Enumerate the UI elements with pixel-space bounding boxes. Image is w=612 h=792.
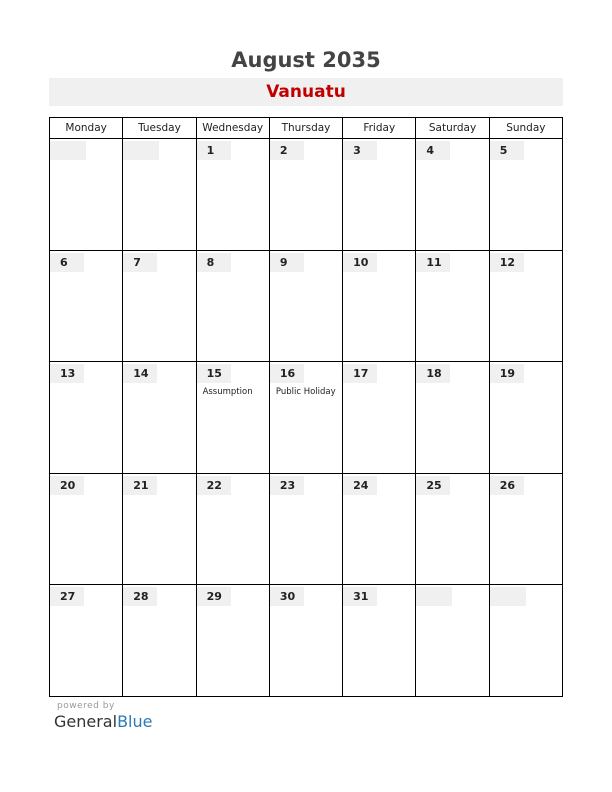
empty-day-marker bbox=[123, 141, 159, 160]
day-number: 28 bbox=[123, 587, 157, 606]
day-number: 18 bbox=[416, 364, 450, 383]
calendar-day-cell bbox=[123, 362, 196, 474]
calendar-day-cell bbox=[269, 250, 342, 362]
calendar-day-cell bbox=[343, 362, 416, 474]
day-number: 1 bbox=[197, 141, 231, 160]
calendar-week-row bbox=[50, 362, 563, 474]
day-number: 15 bbox=[197, 364, 231, 383]
calendar-day-cell bbox=[123, 473, 196, 585]
day-number: 26 bbox=[490, 476, 524, 495]
day-number: 11 bbox=[416, 253, 450, 272]
calendar-day-cell bbox=[196, 473, 269, 585]
calendar-day-cell bbox=[50, 473, 123, 585]
day-number: 29 bbox=[197, 587, 231, 606]
country-banner: Vanuatu bbox=[49, 78, 563, 106]
calendar-day-cell bbox=[343, 473, 416, 585]
weekday-header: Friday bbox=[343, 118, 416, 139]
empty-day-marker bbox=[50, 141, 86, 160]
calendar-day-cell bbox=[489, 139, 562, 251]
weekday-header: Sunday bbox=[489, 118, 562, 139]
calendar-day-cell bbox=[489, 473, 562, 585]
powered-by-text: powered by bbox=[57, 701, 115, 711]
day-number: 31 bbox=[343, 587, 377, 606]
weekday-header: Wednesday bbox=[196, 118, 269, 139]
calendar-day-cell bbox=[489, 585, 562, 697]
calendar-day-cell bbox=[123, 139, 196, 251]
calendar-day-cell bbox=[489, 250, 562, 362]
calendar-grid bbox=[49, 117, 563, 697]
day-number: 14 bbox=[123, 364, 157, 383]
month-title: August 2035 bbox=[231, 48, 381, 72]
calendar-day-cell bbox=[50, 139, 123, 251]
calendar-body bbox=[50, 139, 563, 697]
calendar-day-cell bbox=[196, 250, 269, 362]
day-number: 6 bbox=[50, 253, 84, 272]
weekday-header: Tuesday bbox=[123, 118, 196, 139]
calendar-week-row bbox=[50, 473, 563, 585]
weekday-header: Monday bbox=[50, 118, 123, 139]
calendar-day-cell bbox=[269, 139, 342, 251]
calendar-week-row bbox=[50, 585, 563, 697]
holiday-label: Public Holiday bbox=[275, 387, 336, 398]
day-number: 19 bbox=[490, 364, 524, 383]
calendar-day-cell bbox=[269, 585, 342, 697]
day-number: 16 bbox=[270, 364, 304, 383]
calendar-day-cell bbox=[269, 362, 342, 474]
calendar-day-cell bbox=[343, 250, 416, 362]
calendar-day-cell bbox=[123, 250, 196, 362]
calendar-day-cell bbox=[50, 362, 123, 474]
calendar-day-cell bbox=[196, 362, 269, 474]
day-number: 5 bbox=[490, 141, 524, 160]
calendar-week-row bbox=[50, 250, 563, 362]
calendar-day-cell bbox=[196, 585, 269, 697]
calendar-day-cell bbox=[489, 362, 562, 474]
calendar-day-cell bbox=[343, 139, 416, 251]
calendar-day-cell bbox=[123, 585, 196, 697]
day-number: 22 bbox=[197, 476, 231, 495]
weekday-header: Thursday bbox=[269, 118, 342, 139]
calendar-day-cell bbox=[269, 473, 342, 585]
day-number: 12 bbox=[490, 253, 524, 272]
calendar-day-cell bbox=[416, 473, 489, 585]
brand-logo bbox=[54, 712, 152, 731]
day-number: 25 bbox=[416, 476, 450, 495]
calendar-day-cell bbox=[416, 362, 489, 474]
calendar-day-cell bbox=[196, 139, 269, 251]
day-number: 24 bbox=[343, 476, 377, 495]
day-number: 8 bbox=[197, 253, 231, 272]
day-number: 21 bbox=[123, 476, 157, 495]
calendar-day-cell bbox=[50, 585, 123, 697]
day-number: 23 bbox=[270, 476, 304, 495]
day-number: 10 bbox=[343, 253, 377, 272]
holiday-label: Assumption bbox=[202, 387, 253, 398]
day-number: 20 bbox=[50, 476, 84, 495]
day-number: 30 bbox=[270, 587, 304, 606]
day-number: 13 bbox=[50, 364, 84, 383]
empty-day-marker bbox=[490, 587, 526, 606]
calendar-day-cell bbox=[50, 250, 123, 362]
brand-general: General bbox=[54, 712, 118, 731]
calendar-day-cell bbox=[416, 250, 489, 362]
calendar-week-row bbox=[50, 139, 563, 251]
calendar-day-cell bbox=[343, 585, 416, 697]
day-number: 9 bbox=[270, 253, 304, 272]
day-number: 7 bbox=[123, 253, 157, 272]
brand-blue: Blue bbox=[117, 712, 153, 731]
day-number: 2 bbox=[270, 141, 304, 160]
empty-day-marker bbox=[416, 587, 452, 606]
day-number: 27 bbox=[50, 587, 84, 606]
day-number: 17 bbox=[343, 364, 377, 383]
calendar-day-cell bbox=[416, 139, 489, 251]
weekday-header-row bbox=[50, 118, 563, 139]
day-number: 4 bbox=[416, 141, 450, 160]
weekday-header: Saturday bbox=[416, 118, 489, 139]
day-number: 3 bbox=[343, 141, 377, 160]
calendar-day-cell bbox=[416, 585, 489, 697]
